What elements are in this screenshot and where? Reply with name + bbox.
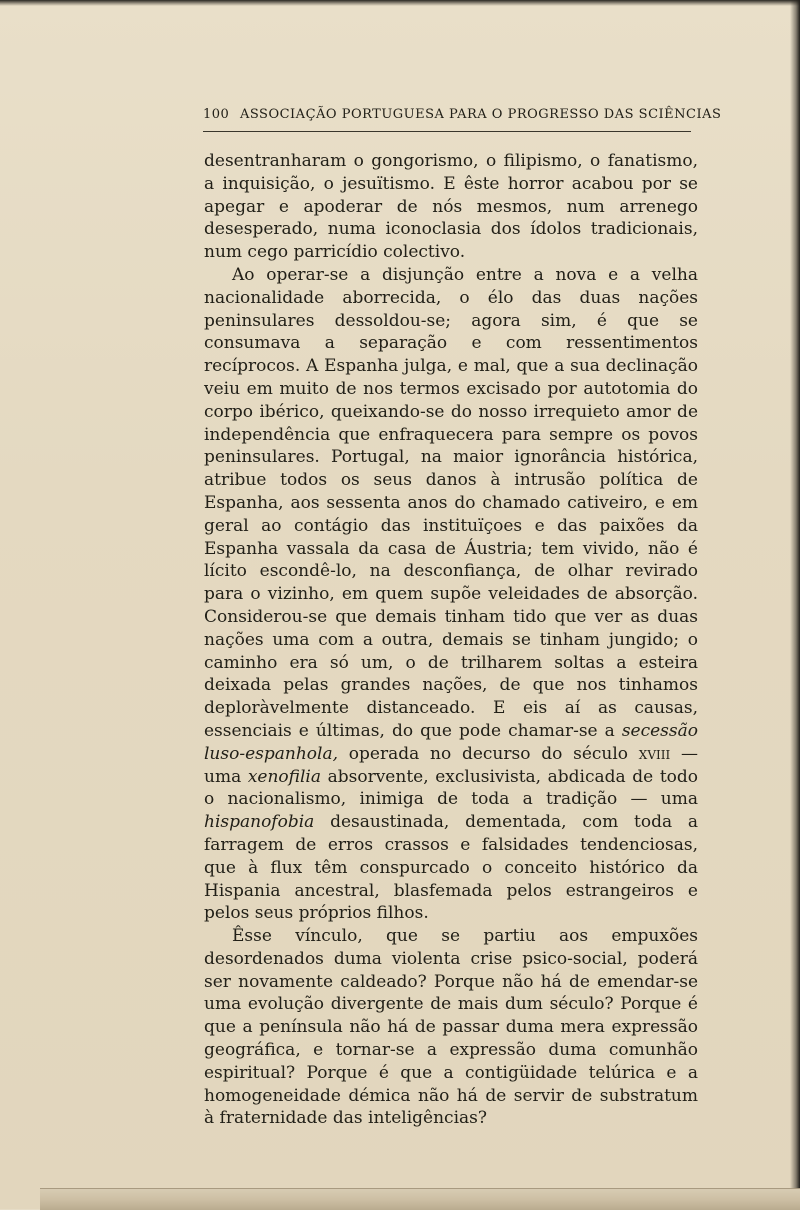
paragraph-1: desentranharam o gongorismo, o filipismo, o fanatismo, a inquisição, o jesuïtismo. E êste horror acabou por se apegar e apoderar de nós mesmos, num arrenego desesperado, numa iconoclasia dos ídolos tradicionais, num cego parricídio colectivo. (204, 151, 698, 263)
header-rule (203, 131, 691, 132)
running-title: ASSOCIAÇÃO PORTUGUESA PARA O PROGRESSO DAS SCIÊNCIAS (239, 107, 722, 122)
page-top-edge (0, 0, 800, 6)
paragraph-2-text-a: Ao operar-se a disjunção entre a nova e a velha nacionalidade aborrecida, o élo das duas nações peninsulares dessoldou-se; agora sim, é que se consumava a separação e com ressentimentos recíprocos. A Espanha julga, e mal, que a sua declinação veiu em muito de nos termos excisado por autotomia do corpo ibérico, queixando-se do nosso irrequieto amor de independência que enfraquecera para sempre os povos peninsulares. Portugal, na maior ignorância histórica, atribue todos os seus danos à intrusão política de Espanha, aos sessenta anos do chamado cativeiro, e em geral ao contágio das instituïçoes e das paixões da Espanha vassala da casa de Áustria; tem vivido, não é lícito escondê-lo, na desconfiança, de olhar revirado para o vizinho, em quem supõe veleidades de absorção. Considerou-se que demais tinham tido que ver as duas nações uma com a outra, demais se tinham jungido; o caminho era só um, o de trilharem soltas a esteira deixada pelas grandes nações, de que nos tinhamos deploràvelmente distanceado. E eis aí as causas, essenciais e últimas, do que pode chamar-se a (204, 264, 698, 741)
paragraph-2-text-d: absorvente, exclusivista, abdicada de todo o nacionalismo, inimiga de toda a tradição — uma (204, 766, 698, 810)
paragraph-2 (204, 264, 698, 925)
paragraph-2-text-b: operada no decurso do século (338, 743, 639, 764)
century-numeral: xviii (638, 743, 671, 764)
running-header (203, 107, 722, 122)
hispanofobia-term: hispanofobia (204, 812, 315, 833)
paragraph-2-text-c: — uma (204, 743, 699, 787)
page-bottom-edge (40, 1188, 800, 1210)
paragraph-3: Êsse vínculo, que se partiu aos empuxões desordenados duma violenta crise psico-social, poderá ser novamente caldeado? Porque não há de emendar-se uma evolução divergente de mais dum século? Porque é que a península não há de passar duma mera expressão geográfica, e tornar-se a expressão duma comunhão espiritual? Porque é que a contigüidade telúrica e a homogeneidade démica não há de servir de substratum à fraternidade das inteligências? (204, 926, 698, 1129)
body-text (204, 150, 698, 1130)
page-number: 100 (203, 107, 230, 122)
secessao-phrase: secessão luso-espanhola, (204, 720, 698, 764)
xenofilia-term: xenofilia (247, 766, 321, 787)
page-right-edge (790, 0, 800, 1209)
paragraph-2-text-e: desaustinada, dementada, com toda a farragem de erros crassos e falsidades tendenciosas, que à flux têm conspurcado o conceito histórico da Hispania ancestral, blasfemada pelos estrangeiros e pelos seus próprios filhos. (204, 812, 698, 924)
